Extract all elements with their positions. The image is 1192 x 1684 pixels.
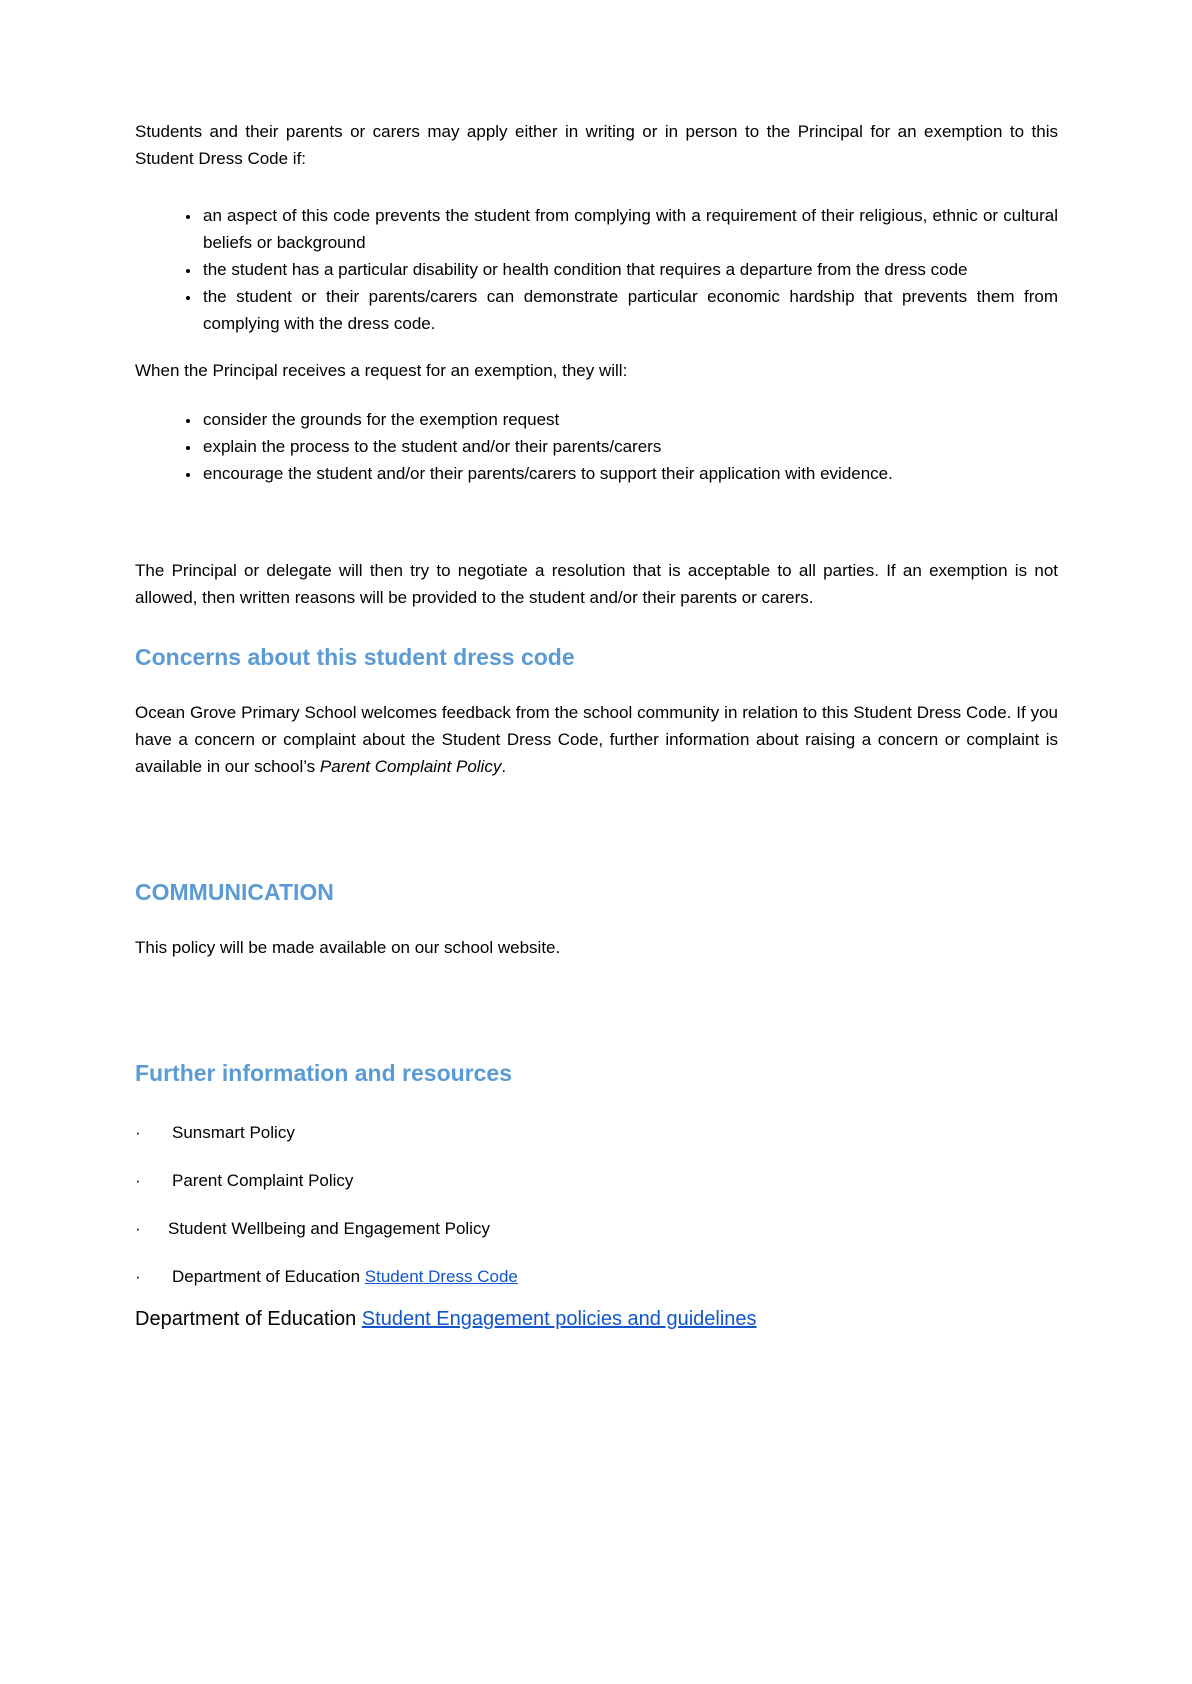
resource-label bbox=[172, 1263, 518, 1290]
communication-paragraph: This policy will be made available on our school website. bbox=[135, 938, 561, 957]
communication-heading: COMMUNICATION bbox=[135, 879, 334, 905]
request-bullet-list bbox=[135, 406, 1058, 487]
resolution-paragraph: The Principal or delegate will then try to negotiate a resolution that is acceptable to all parties. If an exemption is not allowed, then written reasons will be provided to the student and/or their parents or carers. bbox=[135, 561, 1058, 607]
spacer bbox=[135, 806, 1058, 878]
intro-paragraph: Students and their parents or carers may apply either in writing or in person to the Principal for an exemption to this Student Dress Code if: bbox=[135, 122, 1058, 168]
resource-prefix: Department of Education bbox=[172, 1267, 365, 1286]
resource-label: Student Wellbeing and Engagement Policy bbox=[168, 1219, 490, 1238]
resource-label: Sunsmart Policy bbox=[172, 1123, 295, 1142]
student-engagement-policies-link[interactable]: Student Engagement policies and guidelines bbox=[361, 1308, 757, 1330]
resource-item-sunsmart bbox=[135, 1119, 1058, 1146]
list-item: • explain the process to the student and/or their parents/carers bbox=[201, 433, 1058, 460]
resource-item-dress-code bbox=[135, 1263, 1058, 1290]
list-item: • an aspect of this code prevents the student from complying with a requirement of their religious, ethnic or cultural beliefs or background bbox=[201, 202, 1058, 256]
resource-item-wellbeing bbox=[135, 1215, 1058, 1242]
resources-heading: Further information and resources bbox=[135, 1060, 513, 1086]
list-item: • consider the grounds for the exemption request bbox=[201, 406, 1058, 433]
student-dress-code-link[interactable]: Student Dress Code bbox=[364, 1267, 518, 1286]
spacer bbox=[135, 507, 1058, 557]
parent-complaint-policy-reference: Parent Complaint Policy bbox=[319, 757, 502, 776]
exemption-bullet-list bbox=[135, 202, 1058, 337]
concerns-text: Ocean Grove Primary School welcomes feedback from the school community in relation to this Student Dress Code. If you have a concern or complaint about the Student Dress Code, further information about raising a concern or complaint is available in our school’s bbox=[135, 703, 1058, 776]
concerns-heading: Concerns about this student dress code bbox=[135, 644, 575, 670]
footer-prefix: Department of Education bbox=[135, 1308, 362, 1330]
spacer bbox=[135, 987, 1058, 1059]
footer-line bbox=[135, 1304, 1058, 1334]
concerns-paragraph bbox=[135, 699, 1058, 780]
resource-item-parent-complaint bbox=[135, 1167, 1058, 1194]
dot-bullet: · bbox=[135, 1123, 141, 1142]
resource-label: Parent Complaint Policy bbox=[172, 1171, 354, 1190]
dot-bullet: · bbox=[135, 1267, 141, 1286]
dot-bullet: · bbox=[135, 1219, 141, 1238]
list-item: • the student has a particular disability or health condition that requires a departure from the dress code bbox=[201, 256, 1058, 283]
list-item: • the student or their parents/carers can demonstrate particular economic hardship that prevents them from complying with the dress code. bbox=[201, 283, 1058, 337]
dot-bullet: · bbox=[135, 1171, 141, 1190]
concerns-text-end: . bbox=[501, 757, 507, 776]
request-paragraph: When the Principal receives a request for an exemption, they will: bbox=[135, 361, 628, 380]
list-item: • encourage the student and/or their parents/carers to support their application with evidence. bbox=[201, 460, 1058, 487]
